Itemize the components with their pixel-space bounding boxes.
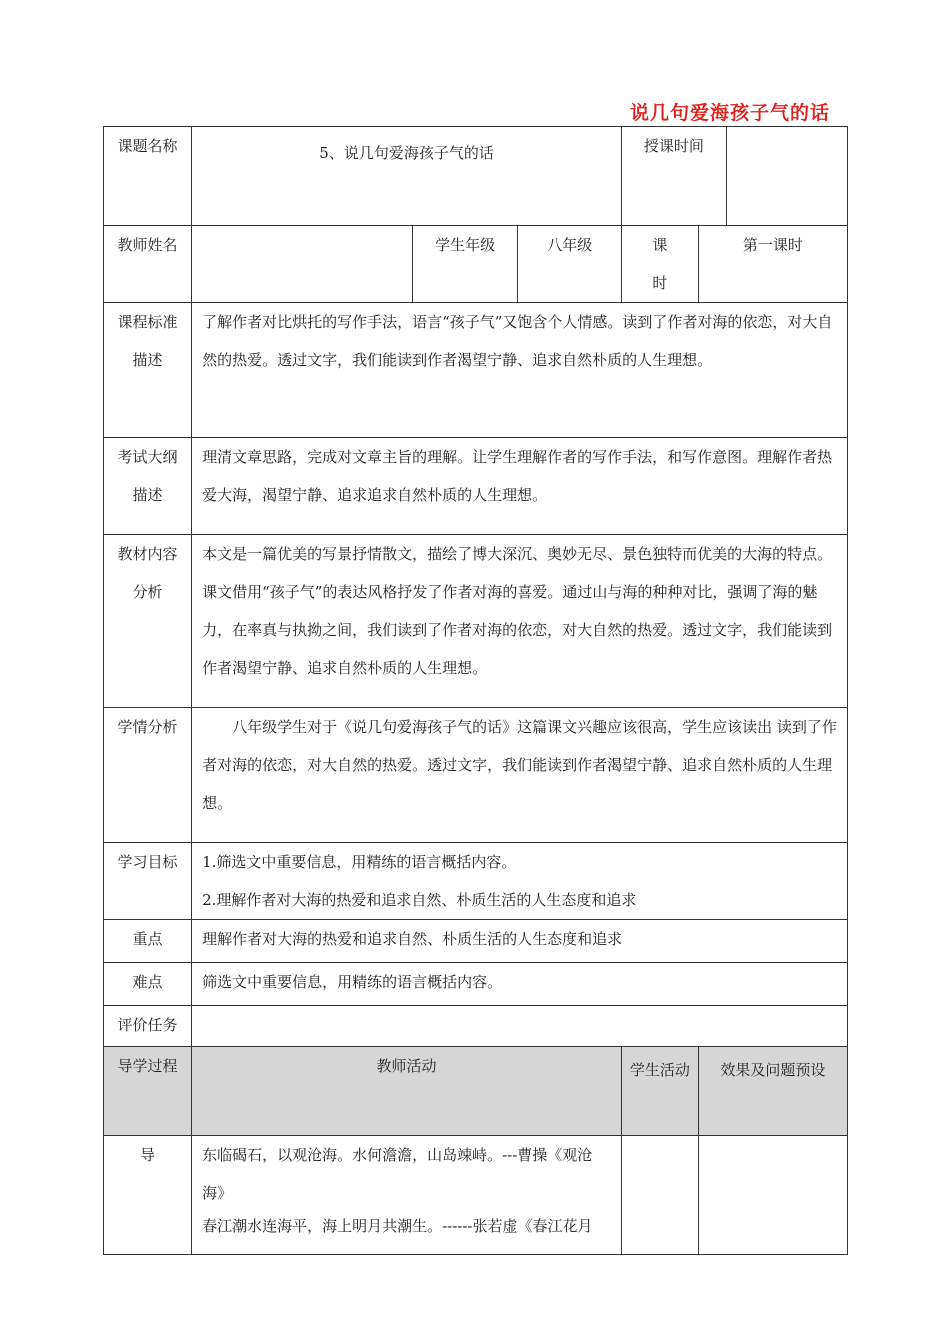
- subject-value: 5、说几句爱海孩子气的话: [192, 127, 622, 226]
- objective-item: 2.理解作者对大海的热爱和追求自然、朴质生活的人生态度和追求: [202, 891, 637, 909]
- material-label: 教材内容分析: [104, 535, 192, 708]
- grade-label: 学生年级: [412, 226, 518, 303]
- effect-cell: [698, 1136, 847, 1255]
- teacher-activity-cell: [192, 1136, 622, 1255]
- objectives-label: 学习目标: [104, 843, 192, 920]
- standard-label: 课程标准描述: [104, 303, 192, 438]
- class-time-value: [726, 127, 847, 226]
- student-activity-header: 学生活动: [622, 1047, 699, 1136]
- exam-text: 理清文章思路，完成对文章主旨的理解。让学生理解作者的写作手法，和写作意图。理解作者热爱大海，渴望宁静、追求追求自然朴质的人生理想。: [192, 438, 848, 535]
- teacher-activity-header: 教师活动: [192, 1047, 622, 1136]
- objective-item: 1.筛选文中重要信息，用精练的语言概括内容。: [202, 853, 517, 871]
- student-activity-cell: [622, 1136, 699, 1255]
- evaluation-value: [192, 1006, 848, 1047]
- key-point-label: 重点: [104, 920, 192, 963]
- standard-text: 了解作者对比烘托的写作手法，语言“孩子气”又饱含个人情感。读到了作者对海的依恋，对大自然的热爱。透过文字，我们能读到作者渴望宁静、追求自然朴质的人生理想。: [192, 303, 848, 438]
- student-label: 学情分析: [104, 708, 192, 843]
- period-label: 课 时: [622, 226, 699, 303]
- student-text: 八年级学生对于《说几句爱海孩子气的话》这篇课文兴趣应该很高，学生应该读出 读到了作者对海的依恋，对大自然的热爱。透过文字，我们能读到作者渴望宁静、追求自然朴质的人生理想。: [192, 708, 848, 843]
- key-point-text: 理解作者对大海的热爱和追求自然、朴质生活的人生态度和追求: [192, 920, 848, 963]
- material-text: 本文是一篇优美的写景抒情散文，描绘了博大深沉、奥妙无尽、景色独特而优美的大海的特点。课文借用“孩子气”的表达风格抒发了作者对海的喜爱。通过山与海的种种对比，强调了海的魅力，在率真与执拗之间，我们读到了作者对海的依恋，对大自然的热爱。透过文字，我们能读到作者渴望宁静、追求自然朴质的人生理想。: [192, 535, 848, 708]
- teacher-value: [192, 226, 413, 303]
- lesson-plan-table: [103, 126, 848, 1255]
- process-label: 导学过程: [104, 1047, 192, 1136]
- exam-label: 考试大纲描述: [104, 438, 192, 535]
- effect-header: 效果及问题预设: [698, 1047, 847, 1136]
- process-step-label: 导: [104, 1136, 192, 1255]
- subject-label: 课题名称: [104, 127, 192, 226]
- poem-quote: 春江潮水连海平，海上明月共潮生。------张若虚《春江花月: [202, 1217, 593, 1235]
- poem-quote: 东临碣石，以观沧海。水何澹澹，山岛竦峙。---曹操《观沧海》: [202, 1146, 593, 1202]
- class-time-label: 授课时间: [622, 127, 727, 226]
- teacher-label: 教师姓名: [104, 226, 192, 303]
- difficulty-text: 筛选文中重要信息，用精练的语言概括内容。: [192, 963, 848, 1006]
- grade-value: 八年级: [518, 226, 622, 303]
- difficulty-label: 难点: [104, 963, 192, 1006]
- objectives-cell: [192, 843, 848, 920]
- document-title: 说几句爱海孩子气的话: [629, 102, 830, 124]
- evaluation-label: 评价任务: [104, 1006, 192, 1047]
- period-value: 第一课时: [698, 226, 847, 303]
